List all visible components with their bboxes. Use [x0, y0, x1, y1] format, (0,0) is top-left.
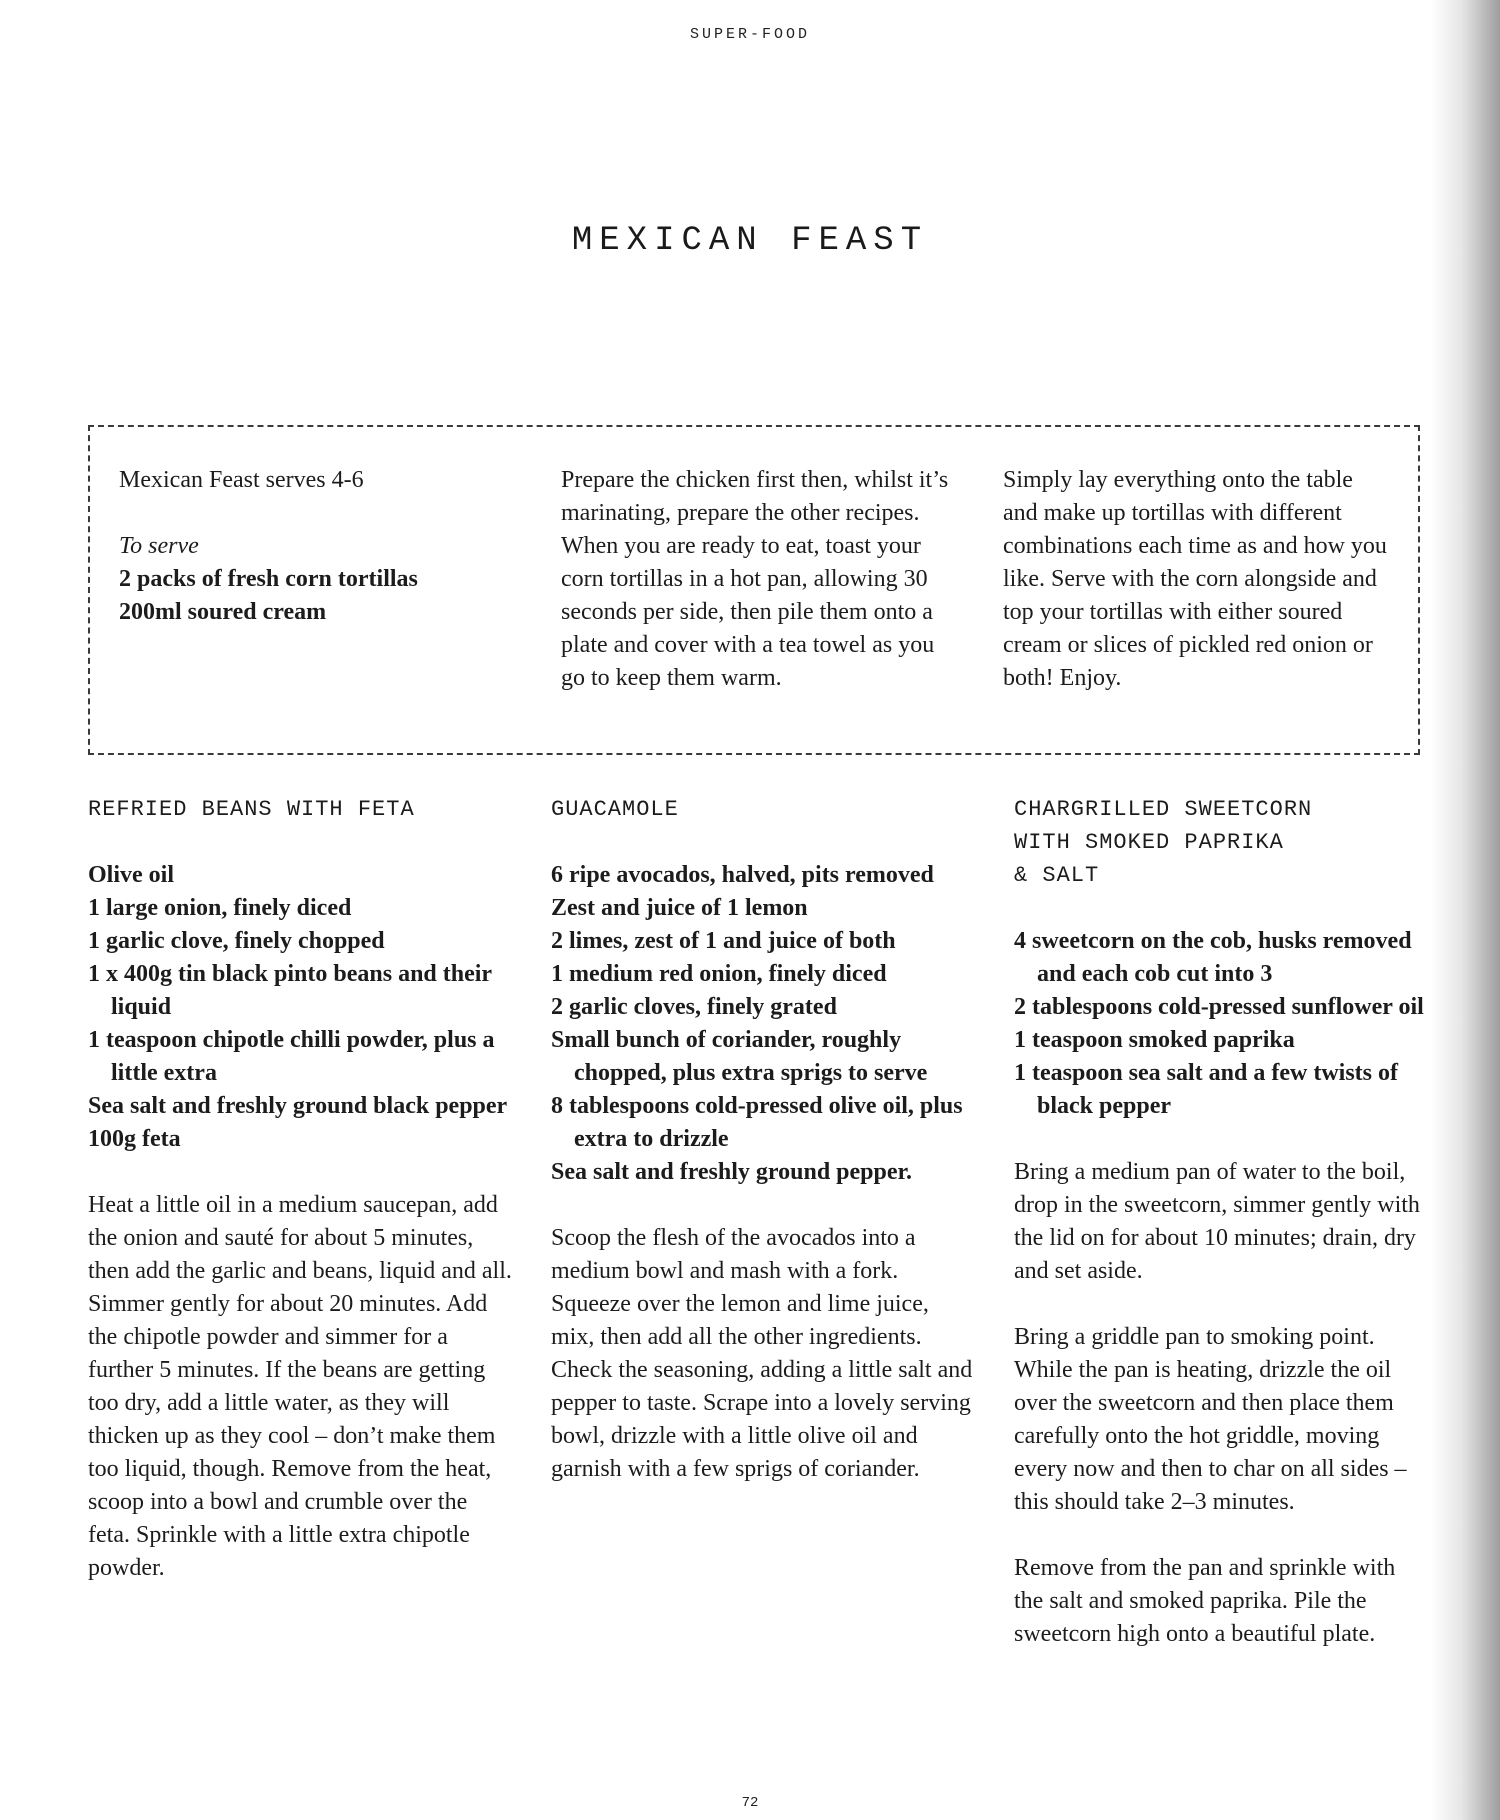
intro-serves-column — [119, 464, 519, 629]
recipe-guacamole — [551, 793, 976, 1486]
intro-paragraph: Simply lay everything onto the table and make up tortillas with different combinations each time as and how you like. Serve with the corn alongside and top your tortillas with either soured cream or slices of pickled red onion or both! Enjoy. — [1003, 467, 1387, 691]
recipe-chargrilled-sweetcorn — [1014, 793, 1429, 1651]
intro-preparation-column — [561, 464, 961, 695]
method-paragraph: Bring a griddle pan to smoking point. While the pan is heating, drizzle the oil over the sweetcorn and then place them carefully onto the hot griddle, moving every now and then to char on all sides – this should take 2–3 minutes. — [1014, 1324, 1407, 1515]
ingredient-item: 1 teaspoon chipotle chilli powder, plus a little extra — [88, 1027, 495, 1086]
ingredient-item: 1 teaspoon smoked paprika — [1014, 1027, 1295, 1053]
method — [551, 1222, 976, 1486]
recipe-refried-beans — [88, 793, 513, 1585]
intro-serving-column — [1003, 464, 1388, 695]
method — [88, 1189, 513, 1585]
to-serve-item: 2 packs of fresh corn tortillas — [119, 566, 418, 592]
method-paragraph: Scoop the flesh of the avocados into a medium bowl and mash with a fork. Squeeze over the lemon and lime juice, mix, then add all the other ingredients. Check the seasoning, adding a little salt and pepper to taste. Scrape into a lovely serving bowl, drizzle with a little olive oil and garnish with a few sprigs of coriander. — [551, 1225, 973, 1482]
intro-box — [88, 425, 1420, 755]
ingredient-item: Small bunch of coriander, roughly chopped, plus extra sprigs to serve — [551, 1027, 928, 1086]
ingredient-item: 2 limes, zest of 1 and juice of both — [551, 928, 896, 954]
ingredient-item: 1 teaspoon sea salt and a few twists of black pepper — [1014, 1060, 1398, 1119]
intro-paragraph: Prepare the chicken first then, whilst it’s marinating, prepare the other recipes. When you are ready to eat, toast your corn tortillas in a hot pan, allowing 30 seconds per side, then pile them onto a plate and cover with a tea towel as you go to keep them warm. — [561, 467, 949, 691]
page-gutter-shadow — [1430, 0, 1500, 1820]
ingredient-item: Sea salt and freshly ground black pepper — [88, 1093, 508, 1119]
to-serve-label: To serve — [119, 533, 199, 559]
ingredient-list — [551, 859, 976, 1189]
serves-text: Mexican Feast serves 4-6 — [119, 467, 364, 493]
page-title: MEXICAN FEAST — [571, 222, 929, 260]
ingredient-item: 2 garlic cloves, finely grated — [551, 994, 837, 1020]
ingredient-item: 4 sweetcorn on the cob, husks removed and each cob cut into 3 — [1014, 928, 1412, 987]
method-paragraph: Remove from the pan and sprinkle with the salt and smoked paprika. Pile the sweetcorn high onto a beautiful plate. — [1014, 1555, 1396, 1647]
method-paragraph: Bring a medium pan of water to the boil, drop in the sweetcorn, simmer gently with the lid on for about 10 minutes; drain, dry and set aside. — [1014, 1159, 1420, 1284]
recipe-title: GUACAMOLE — [551, 797, 679, 822]
ingredient-item: 6 ripe avocados, halved, pits removed — [551, 862, 934, 888]
ingredient-item: 1 large onion, finely diced — [88, 895, 352, 921]
recipe-title: CHARGRILLED SWEETCORN WITH SMOKED PAPRIKA & SALT — [1014, 797, 1313, 888]
ingredient-item: 8 tablespoons cold-pressed olive oil, plus extra to drizzle — [551, 1093, 963, 1152]
ingredient-item: 100g feta — [88, 1126, 181, 1152]
ingredient-item: 1 x 400g tin black pinto beans and their liquid — [88, 961, 492, 1020]
running-head: SUPER-FOOD — [689, 26, 810, 43]
to-serve-item: 200ml soured cream — [119, 599, 327, 625]
ingredient-item: Zest and juice of 1 lemon — [551, 895, 808, 921]
recipe-title: REFRIED BEANS WITH FETA — [88, 797, 415, 822]
ingredient-item: 2 tablespoons cold-pressed sunflower oil — [1014, 994, 1424, 1020]
method-paragraph: Heat a little oil in a medium saucepan, add the onion and sauté for about 5 minutes, then add the garlic and beans, liquid and all. Simmer gently for about 20 minutes. Add the chipotle powder and simmer for a further 5 minutes. If the beans are getting too dry, add a little water, as they will thicken up as they cool – don’t make them too liquid, though. Remove from the heat, scoop into a bowl and crumble over the feta. Sprinkle with a little extra chipotle powder. — [88, 1192, 512, 1581]
page-number: 72 — [741, 1795, 759, 1811]
ingredient-list — [88, 859, 513, 1156]
ingredient-item: 1 garlic clove, finely chopped — [88, 928, 385, 954]
ingredient-list — [1014, 925, 1429, 1123]
method — [1014, 1156, 1429, 1651]
ingredient-item: Sea salt and freshly ground pepper. — [551, 1159, 912, 1185]
ingredient-item: 1 medium red onion, finely diced — [551, 961, 887, 987]
ingredient-item: Olive oil — [88, 862, 174, 888]
